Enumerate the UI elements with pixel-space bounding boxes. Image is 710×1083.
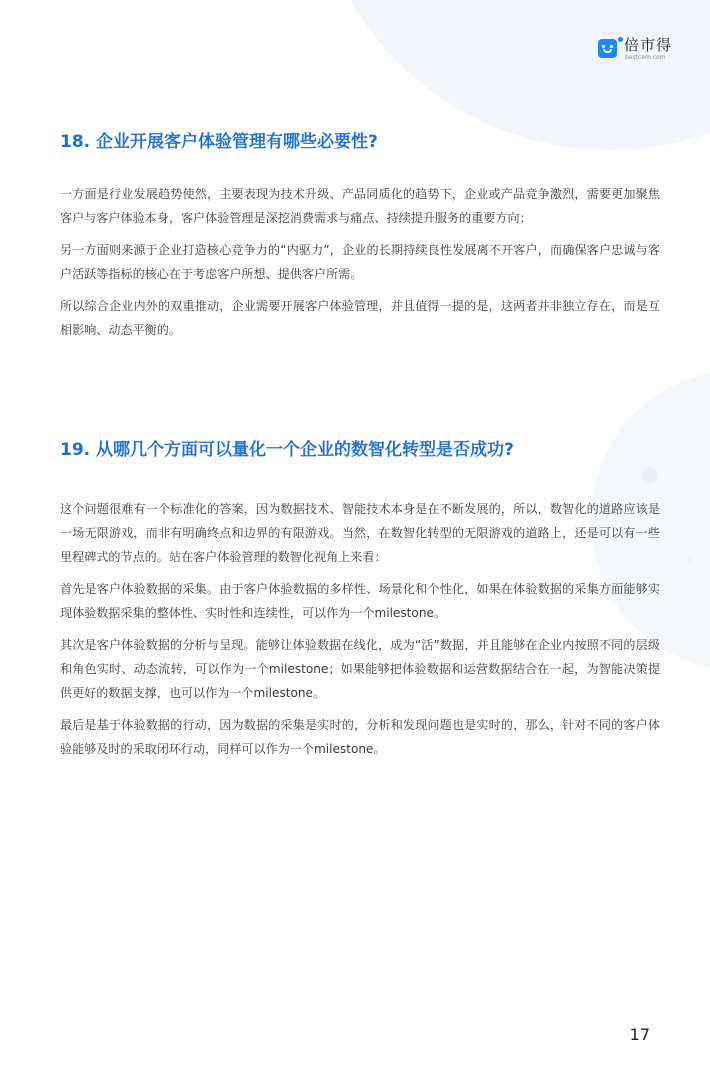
- paragraph: 所以综合企业内外的双重推动，企业需要开展客户体验管理，并且值得一提的是，这两者并非独立存在，而是互相影响、动态平衡的。: [60, 299, 660, 337]
- paragraph: 首先是客户体验数据的采集。由于客户体验数据的多样性、场景化和个性化，如果在体验数据的采集方面能够实现体验数据采集的整体性、实时性和连续性，可以作为一个milestone。: [60, 582, 660, 620]
- section-19: [60, 438, 660, 769]
- section-title: 18. 企业开展客户体验管理有哪些必要性?: [60, 132, 378, 152]
- chat-smile-icon: [598, 39, 617, 58]
- section-18: [60, 130, 660, 350]
- paragraph: 其次是客户体验数据的分析与呈现。能够让体验数据在线化，成为“活”数据，并且能够在企业内按照不同的层级和角色实时、动态流转，可以作为一个milestone；如果能够把体验数据和运营数据结合在一起，为智能决策提供更好的数据支撑，也可以作为一个milestone。: [60, 638, 660, 700]
- brand-logo: [598, 38, 688, 62]
- logo-dot: [618, 37, 623, 42]
- paragraph: 最后是基于体验数据的行动，因为数据的采集是实时的，分析和发现问题也是实时的，那么，针对不同的客户体验能够及时的采取闭环行动，同样可以作为一个milestone。: [60, 718, 660, 756]
- section-title: 19. 从哪几个方面可以量化一个企业的数智化转型是否成功?: [60, 440, 514, 460]
- brand-name: 倍市得: [624, 36, 673, 54]
- paragraph: 这个问题很难有一个标准化的答案，因为数据技术、智能技术本身是在不断发展的，所以，数智化的道路应该是一场无限游戏，而非有明确终点和边界的有限游戏。当然，在数智化转型的无限游戏的道路上，还是可以有一些里程碑式的节点的。站在客户体验管理的数智化视角上来看：: [60, 502, 660, 564]
- page-number: 17: [629, 1025, 650, 1044]
- brand-site: bestcem.com: [625, 54, 666, 61]
- paragraph: 一方面是行业发展趋势使然，主要表现为技术升级、产品同质化的趋势下，企业或产品竞争激烈，需要更加聚焦客户与客户体验本身，客户体验管理是深挖消费需求与痛点、持续提升服务的重要方向；: [60, 187, 660, 225]
- paragraph: 另一方面则来源于企业打造核心竞争力的“内驱力”，企业的长期持续良性发展离不开客户，而确保客户忠诚与客户活跃等指标的核心在于考虑客户所想、提供客户所需。: [60, 243, 660, 281]
